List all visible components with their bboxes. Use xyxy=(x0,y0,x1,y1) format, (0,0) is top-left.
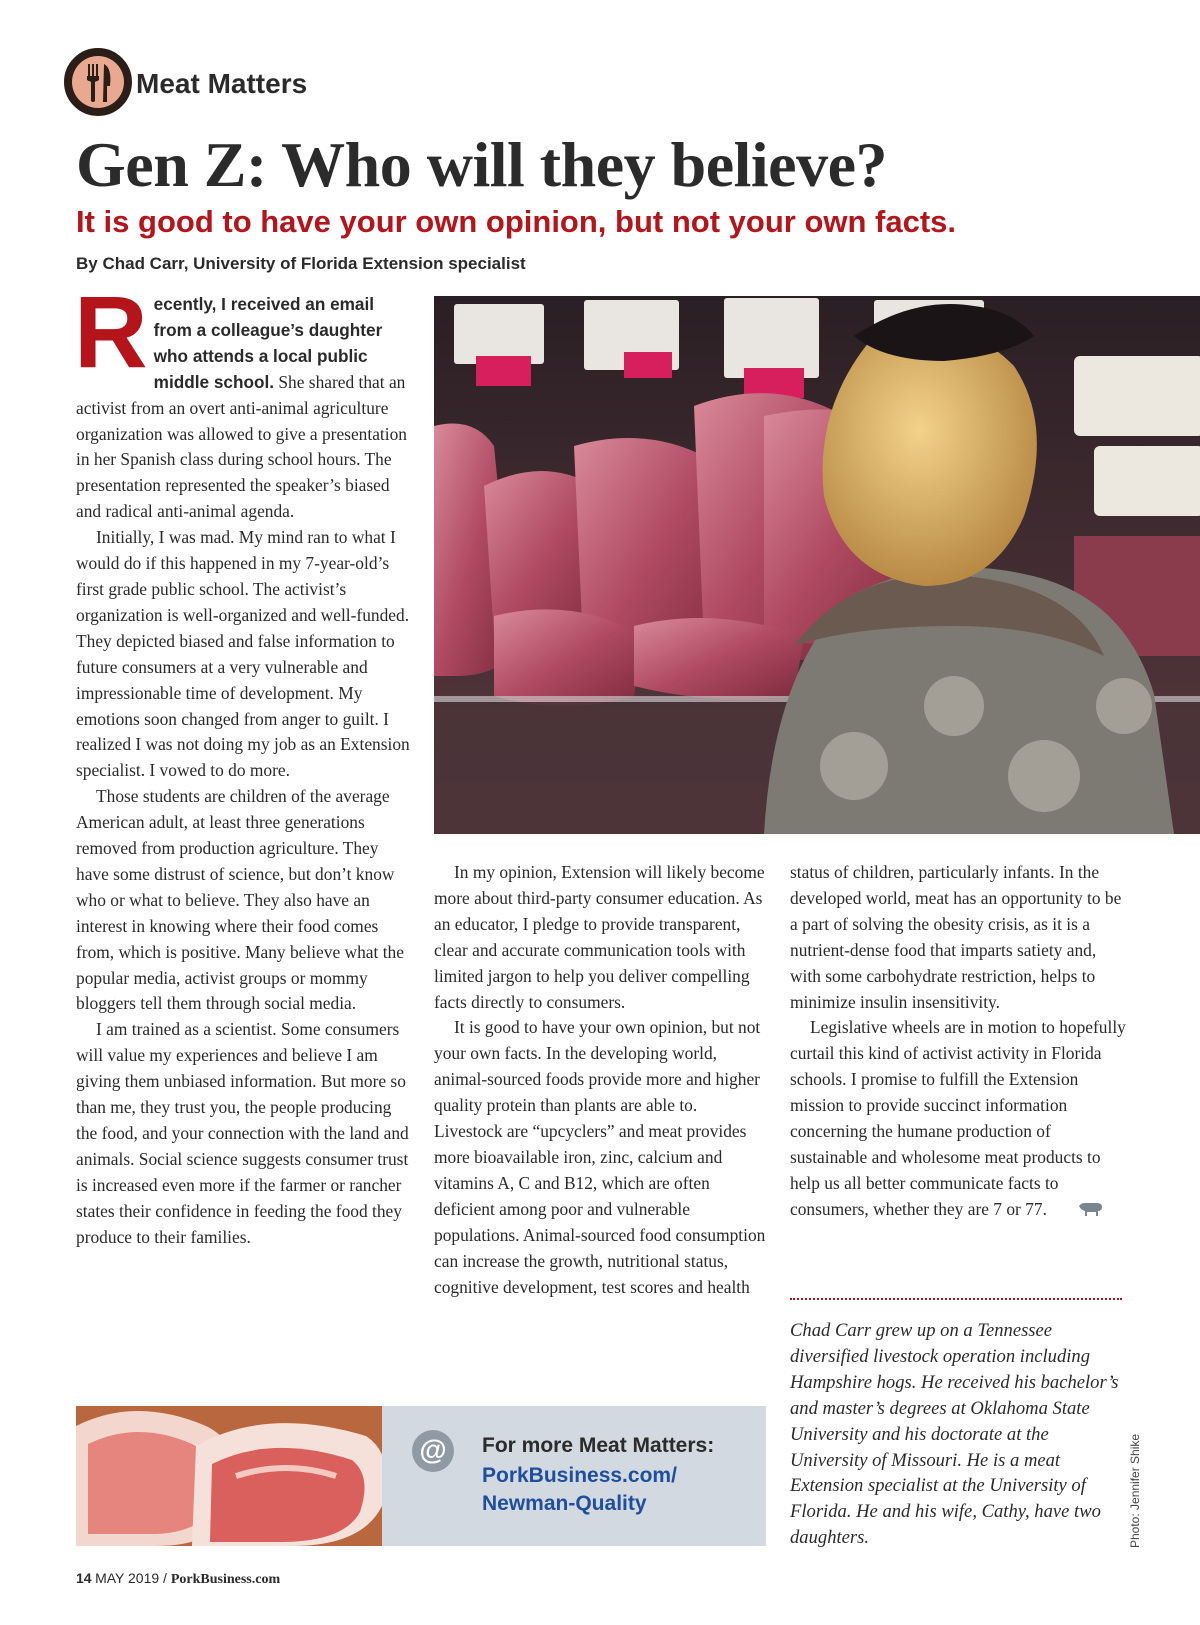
page-footer xyxy=(76,1570,280,1588)
paragraph-text: Legislative wheels are in motion to hopefully curtail this kind of activist activity in Florida schools. I promise to fulfill the Extension mission to provide succinct information concerning the humane production of sustainable and wholesome meat products to help us all better communicate facts to consumers, whether they are 7 or 77. xyxy=(790,1017,1126,1219)
photo-credit: Photo: Jennifer Shike xyxy=(1128,1433,1142,1548)
pork-chop-photo xyxy=(76,1406,382,1546)
promo-link[interactable] xyxy=(482,1462,742,1518)
byline: By Chad Carr, University of Florida Extension specialist xyxy=(76,254,526,273)
paragraph: Those students are children of the average American adult, at least three generations removed from production agriculture. They have some distrust of science, but don’t know who or what to believe. They also have an interest in knowing where their food comes from, which is positive. Many believe what the popular media, activist groups or mommy bloggers tell them through social media. xyxy=(76,786,404,1014)
paragraph xyxy=(790,1015,1126,1224)
footer-separator: / xyxy=(159,1570,171,1586)
meat-case-girl-illustration xyxy=(434,296,1200,834)
page-number: 14 xyxy=(76,1570,92,1586)
meat-matters-logo xyxy=(64,48,132,116)
article-column-1 xyxy=(74,275,412,1251)
page-title: Gen Z: Who will they believe? xyxy=(76,129,887,200)
bio-divider xyxy=(790,1298,1122,1300)
promo-box xyxy=(382,1406,766,1546)
section-label: Meat Matters xyxy=(136,68,308,99)
pork-chop-illustration xyxy=(76,1406,382,1546)
paragraph: It is good to have your own opinion, but not your own facts. In the developing world, animal-sourced foods provide more and higher quality protein than plants are able to. Livestock are “upcyclers” and meat provides more bioavailable iron, zinc, calcium and vitamins A, C and B12, which are often deficient among poor and vulnerable populations. Animal-sourced food consumption can increase the growth, nutritional status, cognitive development, test scores and health xyxy=(434,1017,766,1297)
footer-site: PorkBusiness.com xyxy=(170,1572,281,1587)
author-bio: Chad Carr grew up on a Tennessee diversified livestock operation including Hampshire hogs. He received his bachelor’s and master’s degrees at Oklahoma State University and his doctorate at the University of Missouri. He is a meat Extension specialist at the University of Florida. He and his wife, Cathy, have two daughters. xyxy=(790,1320,1119,1549)
fork-knife-icon xyxy=(72,56,124,108)
article-column-3 xyxy=(790,860,1126,1225)
article-column-2 xyxy=(434,860,770,1300)
paragraph-text: She shared that an activist from an overt anti-animal agriculture organization was allowed to give a presentation in her Spanish class during school hours. The presentation represented the speaker’s biased and radical anti-animal agenda. xyxy=(76,371,407,522)
subheadline: It is good to have your own opinion, but not your own facts. xyxy=(76,204,957,239)
promo-title: For more Meat Matters: xyxy=(482,1434,715,1457)
paragraph: I am trained as a scientist. Some consumers will value my experiences and believe I am giving them unbiased information. But more so than me, they trust you, the people producing the food, and your connection with the land and animals. Social science suggests consumer trust is increased even more if the farmer or rancher states their confidence in feeding the food they produce to their families. xyxy=(76,1019,409,1247)
paragraph xyxy=(74,275,412,525)
paragraph: In my opinion, Extension will likely become more about third-party consumer education. As an educator, I pledge to provide transparent, clear and accurate communication tools with limited jargon to help you deliver compelling facts directly to consumers. xyxy=(434,862,765,1012)
drop-cap: R xyxy=(74,275,148,389)
promo-link-line-2: Newman-Quality xyxy=(482,1492,647,1515)
paragraph: status of children, particularly infants. In the developed world, meat has an opportunity to be a part of solving the obesity crisis, as it is a nutrient-dense food that imparts satiety and, with some carbohydrate restriction, helps to minimize insulin insensitivity. xyxy=(790,862,1122,1012)
pig-end-mark-icon xyxy=(1057,1199,1103,1225)
promo-link-line-1: PorkBusiness.com/ xyxy=(482,1464,677,1487)
main-photo xyxy=(434,296,1200,834)
lead-in: ecently, I received an email from a colleague’s daughter who attends a local public middle school. xyxy=(153,294,383,392)
issue-date: MAY 2019 xyxy=(95,1570,160,1586)
paragraph: Initially, I was mad. My mind ran to what I would do if this happened in my 7-year-old’s first grade public school. The activist’s organization is well-organized and well-funded. They depicted biased and false information to future consumers at a very vulnerable and impressionable time of development. My emotions soon changed from anger to guilt. I realized I was not doing my job as an Extension specialist. I vowed to do more. xyxy=(76,527,410,781)
at-icon: @ xyxy=(412,1430,454,1472)
